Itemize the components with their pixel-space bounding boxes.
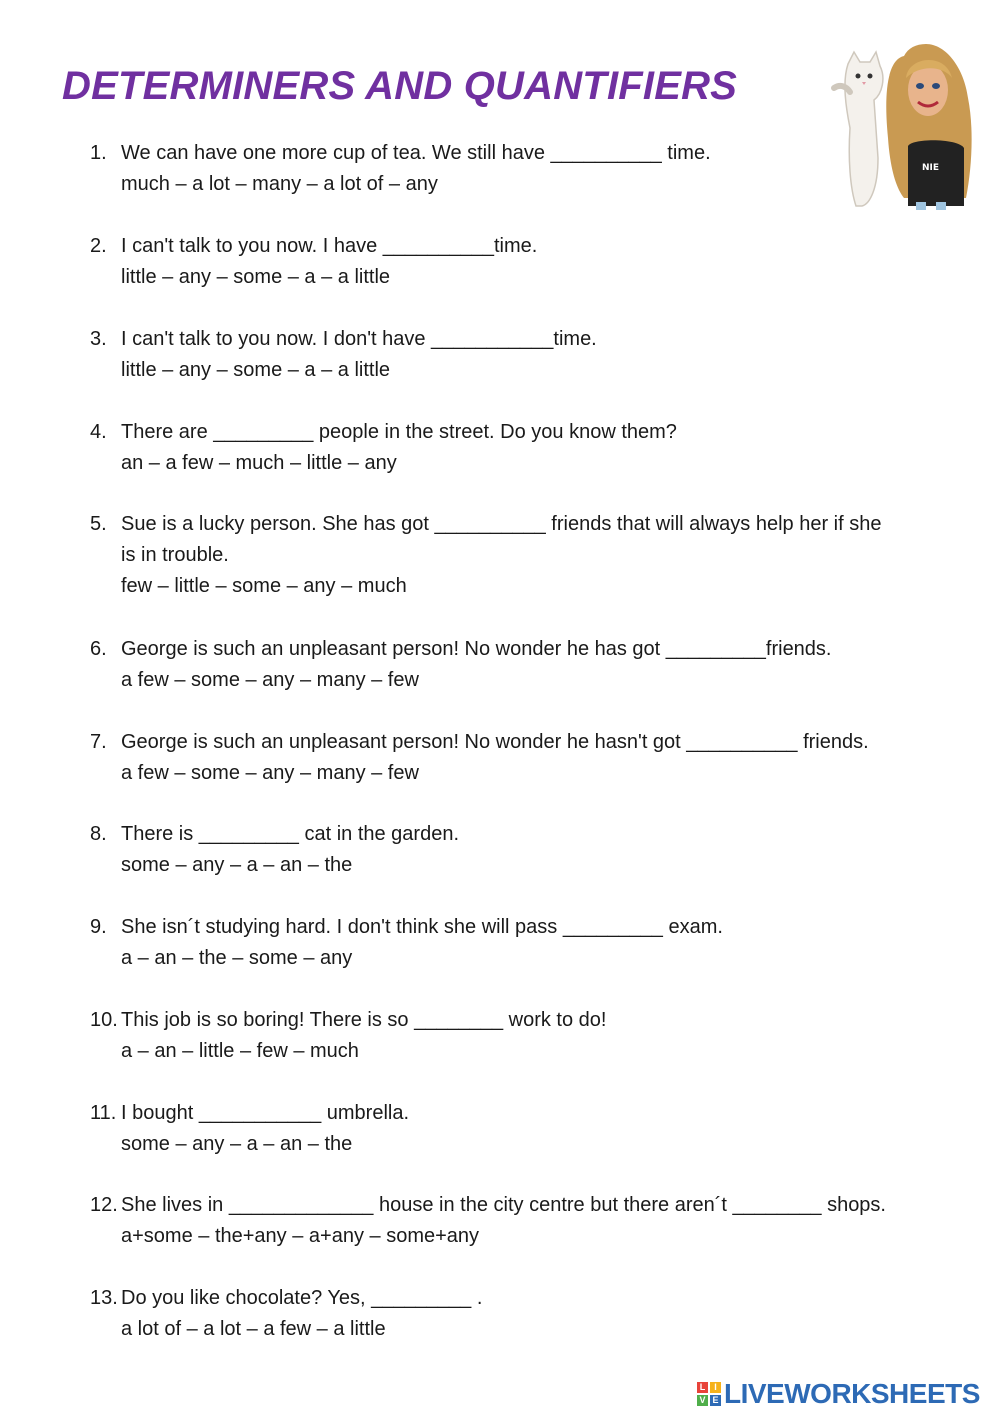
question-number: 6. (90, 638, 107, 660)
question-number: 7. (90, 731, 107, 753)
question-sentence: She lives in _____________ house in the city centre but there aren´t ________ shops. (121, 1194, 886, 1216)
question-text-line (90, 1005, 960, 1036)
logo-badge-letter: E (710, 1395, 721, 1406)
question-number: 2. (90, 235, 107, 257)
question-number: 9. (90, 916, 107, 938)
question-text-line (90, 819, 960, 850)
logo-badge-icon (697, 1382, 721, 1406)
question-sentence: There is _________ cat in the garden. (121, 823, 460, 845)
question-sentence: This job is so boring! There is so ________ work to do! (121, 1009, 607, 1031)
answer-options: a+some – the+any – a+any – some+any (121, 1225, 480, 1247)
question-number: 12. (90, 1194, 118, 1216)
answer-options: an – a few – much – little – any (121, 452, 397, 474)
question-item (90, 727, 960, 789)
question-text-line (90, 1098, 960, 1129)
liveworksheets-logo (697, 1378, 980, 1410)
answer-options: little – any – some – a – a little (121, 359, 391, 381)
question-item (90, 1005, 960, 1067)
question-text-line (90, 417, 960, 448)
question-text-line (90, 1190, 960, 1221)
answer-options: a few – some – any – many – few (121, 669, 419, 691)
question-sentence: She isn´t studying hard. I don't think she will pass _________ exam. (121, 916, 723, 938)
question-sentence: George is such an unpleasant person! No wonder he hasn't got __________ friends. (121, 731, 869, 753)
question-text-line (90, 1283, 960, 1314)
answer-options: some – any – a – an – the (121, 854, 353, 876)
question-sentence: I can't talk to you now. I don't have ___________time. (121, 328, 597, 350)
brand-name: LIVEWORKSHEETS (724, 1378, 980, 1409)
answer-options: a lot of – a lot – a few – a little (121, 1318, 386, 1340)
answer-options: few – little – some – any – much (121, 575, 407, 597)
question-sentence: Sue is a lucky person. She has got __________ friends that will always help her if she (121, 513, 882, 535)
question-text-line (90, 634, 960, 665)
question-sentence: There are _________ people in the street. Do you know them? (121, 421, 677, 443)
question-text-line (90, 324, 960, 355)
question-item (90, 912, 960, 974)
answer-options: a few – some – any – many – few (121, 762, 419, 784)
question-number: 4. (90, 421, 107, 443)
logo-badge-letter: V (697, 1395, 708, 1406)
question-number: 1. (90, 142, 107, 164)
question-sentence: I bought ___________ umbrella. (121, 1102, 410, 1124)
question-number: 11. (90, 1102, 117, 1124)
question-text-line (90, 231, 960, 262)
question-sentence: We can have one more cup of tea. We still have __________ time. (121, 142, 711, 164)
question-item (90, 1190, 960, 1252)
question-text-line (90, 727, 960, 758)
question-item (90, 1283, 960, 1345)
question-item (90, 324, 960, 386)
logo-badge-letter: I (710, 1382, 721, 1393)
question-sentence: George is such an unpleasant person! No wonder he has got _________friends. (121, 638, 832, 660)
question-text-line (90, 912, 960, 943)
question-sentence: Do you like chocolate? Yes, _________ . (121, 1287, 483, 1309)
question-item (90, 231, 960, 293)
question-sentence: I can't talk to you now. I have __________time. (121, 235, 538, 257)
answer-options: some – any – a – an – the (121, 1133, 353, 1155)
question-number: 8. (90, 823, 107, 845)
question-number: 5. (90, 513, 107, 535)
logo-badge-letter: L (697, 1382, 708, 1393)
page-title: DETERMINERS AND QUANTIFIERS (62, 64, 738, 108)
question-text-line (90, 138, 960, 169)
question-text-line (90, 540, 960, 571)
answer-options: little – any – some – a – a little (121, 266, 391, 288)
question-number: 3. (90, 328, 107, 350)
question-item (90, 417, 960, 479)
question-item (90, 509, 960, 602)
question-number: 13. (90, 1287, 118, 1309)
question-item (90, 138, 960, 200)
question-item (90, 819, 960, 881)
answer-options: a – an – the – some – any (121, 947, 353, 969)
answer-options: much – a lot – many – a lot of – any (121, 173, 438, 195)
svg-text:NIE: NIE (922, 163, 940, 173)
question-text-line (90, 509, 960, 540)
question-item (90, 1098, 960, 1160)
answer-options: a – an – little – few – much (121, 1040, 359, 1062)
question-sentence: is in trouble. (121, 544, 229, 566)
question-number: 10. (90, 1009, 118, 1031)
question-item (90, 634, 960, 696)
